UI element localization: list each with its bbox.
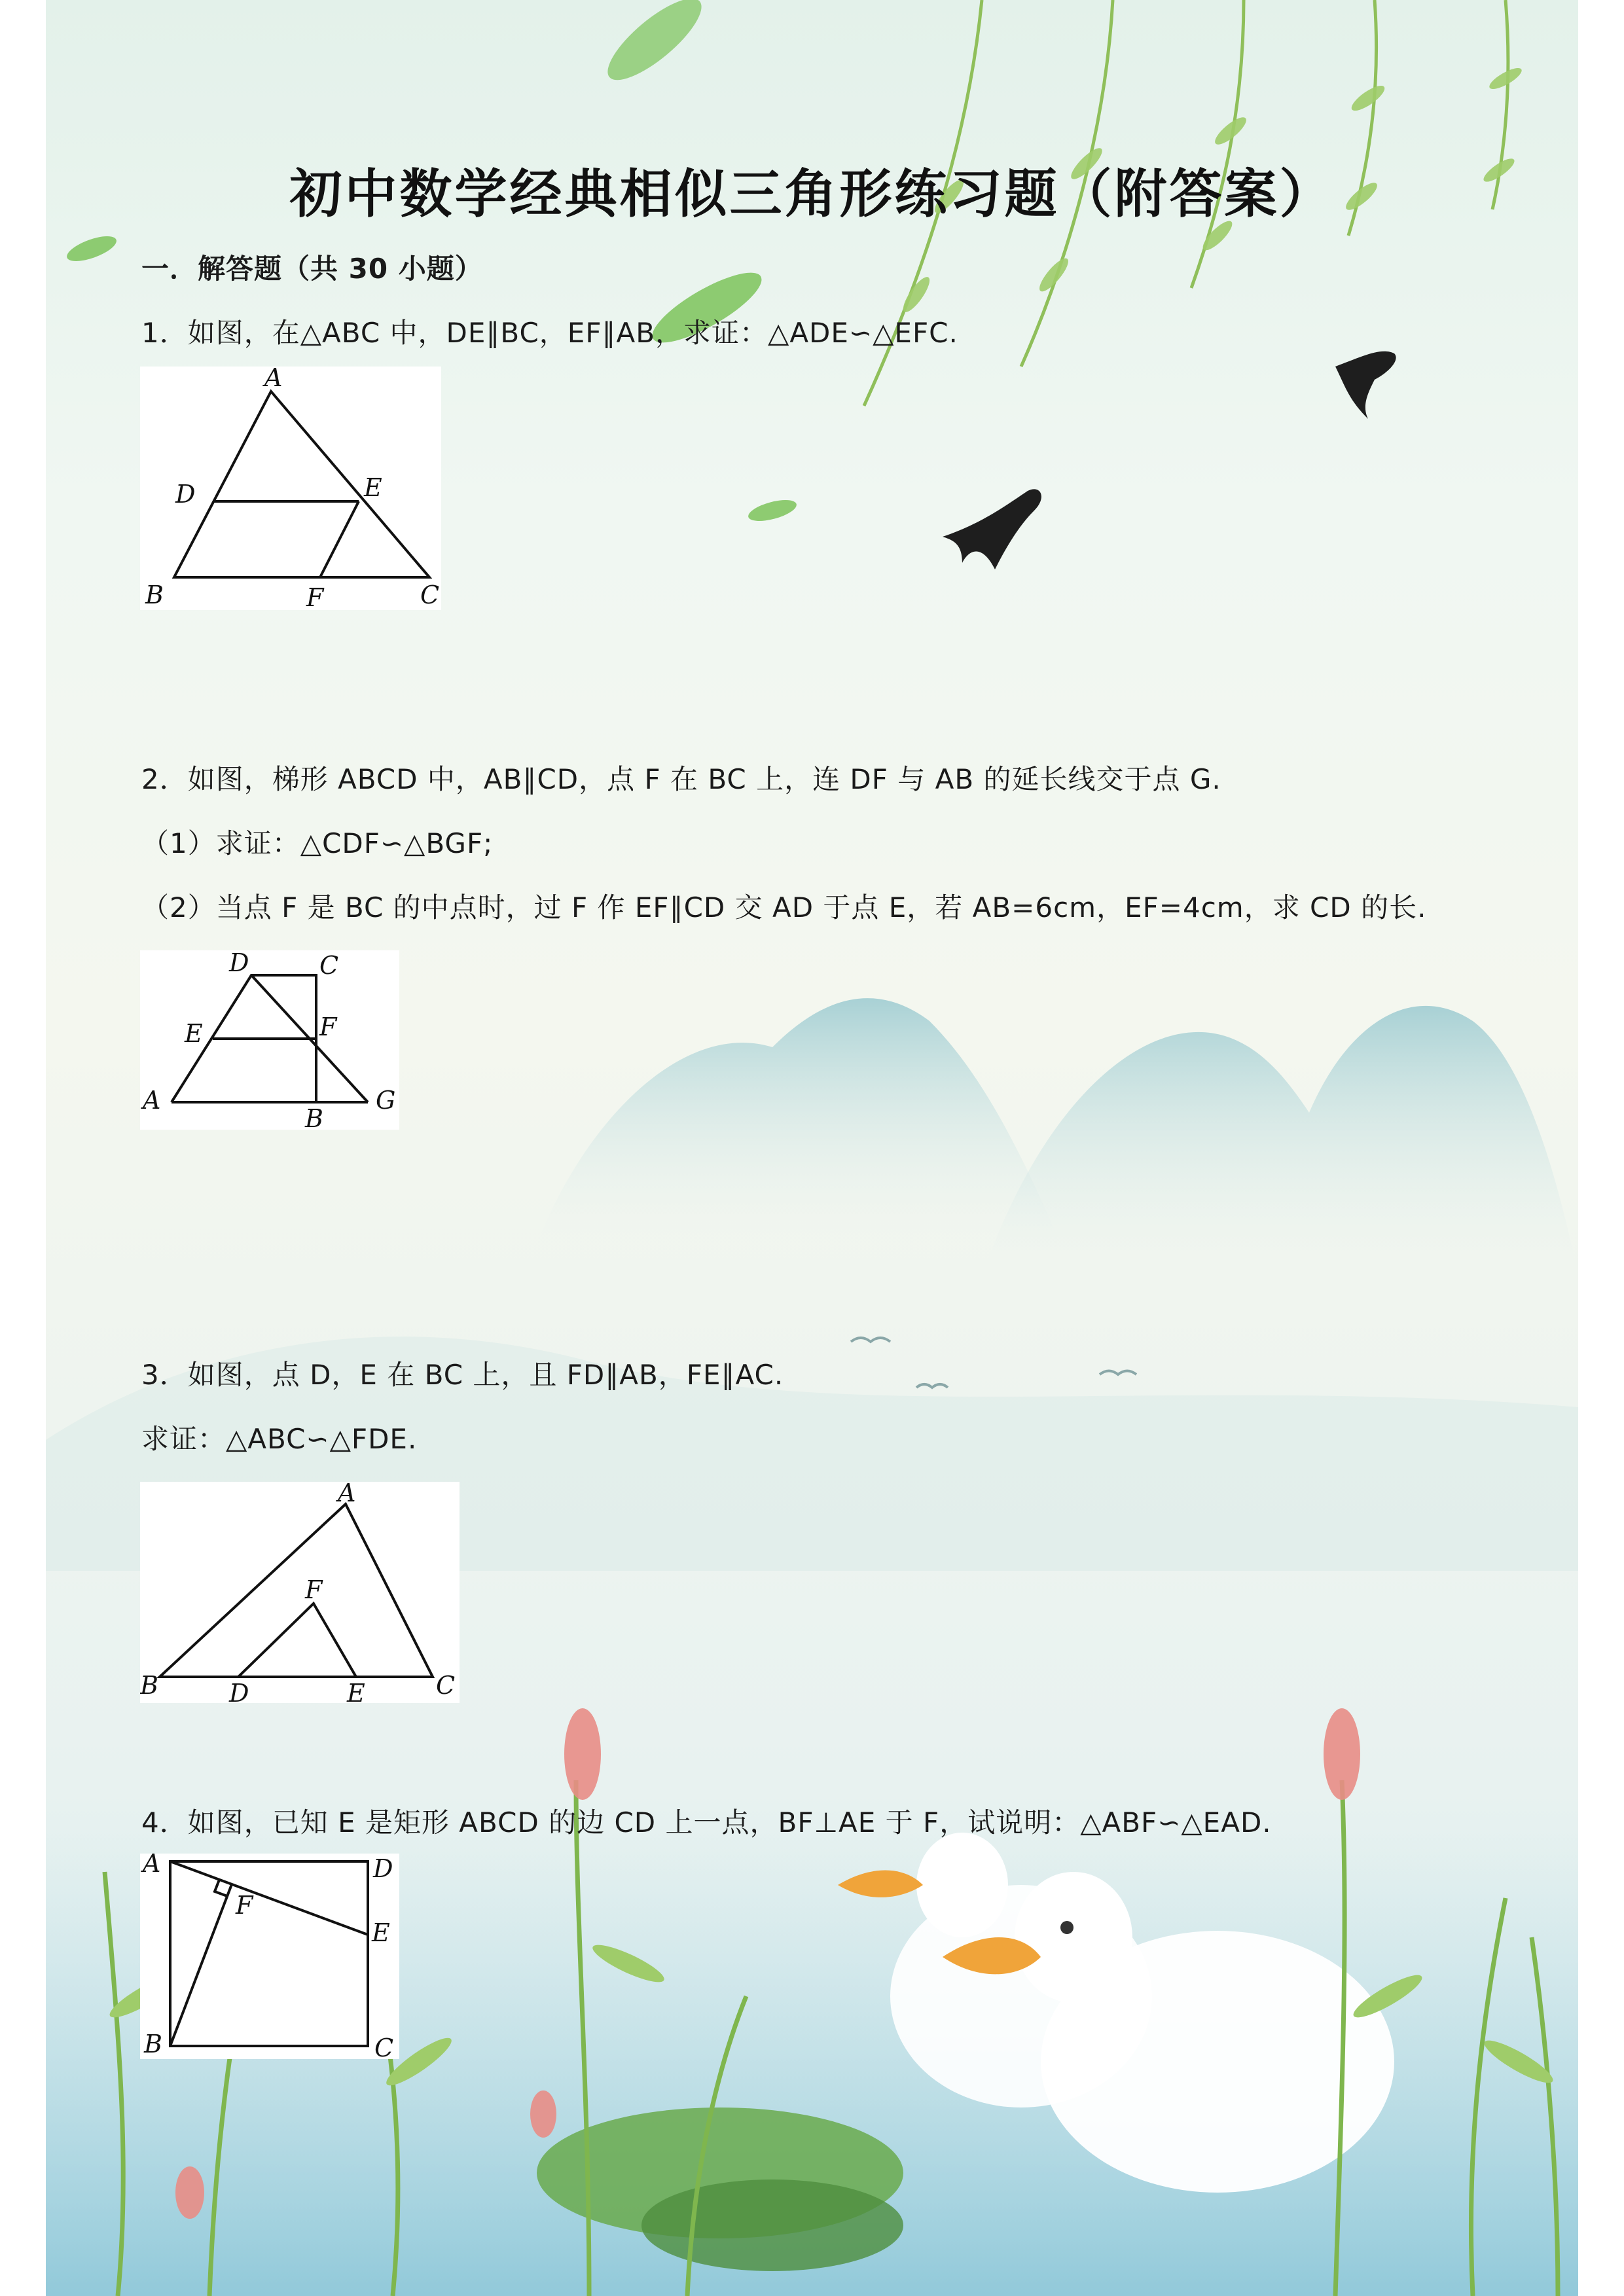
- figure-label: E: [372, 1918, 390, 1947]
- figure-label: B: [305, 1104, 323, 1130]
- figure-label: B: [140, 1671, 158, 1700]
- question-3-figure: [140, 1482, 460, 1703]
- figure-label: C: [436, 1671, 456, 1700]
- section-heading: 一．解答题（共 30 小题）: [141, 253, 483, 285]
- triangle-figure: [160, 1504, 433, 1677]
- figure-label: G: [376, 1086, 396, 1115]
- figure-label: B: [144, 2030, 162, 2058]
- figure-label: E: [347, 1679, 365, 1703]
- figure-label: D: [229, 1679, 249, 1703]
- figure-label: D: [175, 480, 196, 509]
- figure-label: C: [319, 951, 339, 980]
- figure-label: E: [364, 473, 382, 502]
- question-2-part-1: （1）求证：△CDF∽△BGF;: [141, 827, 494, 859]
- figure-label: D: [229, 950, 249, 977]
- question-2-part-2: （2）当点 F 是 BC 的中点时，过 F 作 EF∥CD 交 AD 于点 E，若 AB=6cm，EF=4cm，求 CD 的长.: [141, 891, 1427, 924]
- question-1-figure: [140, 367, 441, 610]
- figure-label: A: [143, 1086, 161, 1115]
- figure-label: C: [420, 581, 440, 609]
- figure-label: C: [374, 2034, 394, 2059]
- figure-label: F: [305, 1575, 323, 1604]
- page-title: 初中数学经典相似三角形练习题（附答案）: [289, 163, 1335, 224]
- figure-label: F: [236, 1891, 253, 1920]
- question-1-text: 1．如图，在△ABC 中，DE∥BC，EF∥AB，求证：△ADE∽△EFC.: [141, 317, 958, 349]
- question-2-figure: [140, 950, 399, 1130]
- question-4-figure: [140, 1854, 399, 2059]
- figure-label: F: [319, 1013, 337, 1041]
- question-2-text: 2．如图，梯形 ABCD 中，AB∥CD，点 F 在 BC 上，连 DF 与 AB 的延长线交于点 G.: [141, 763, 1221, 795]
- figure-label: D: [373, 1854, 393, 1883]
- figure-label: F: [306, 583, 324, 610]
- question-3-prove: 求证：△ABC∽△FDE.: [141, 1423, 418, 1455]
- figure-label: A: [264, 367, 283, 392]
- figure-label: B: [145, 581, 164, 609]
- question-3-text: 3．如图，点 D，E 在 BC 上，且 FD∥AB，FE∥AC.: [141, 1359, 784, 1391]
- figure-label: E: [185, 1019, 203, 1048]
- rectangle-figure: [170, 1861, 368, 2046]
- figure-label: A: [143, 1854, 161, 1878]
- figure-label: A: [338, 1482, 356, 1507]
- question-4-text: 4．如图，已知 E 是矩形 ABCD 的边 CD 上一点，BF⊥AE 于 F，试说明：△ABF∽△EAD.: [141, 1806, 1272, 1839]
- triangle-figure: [174, 391, 429, 577]
